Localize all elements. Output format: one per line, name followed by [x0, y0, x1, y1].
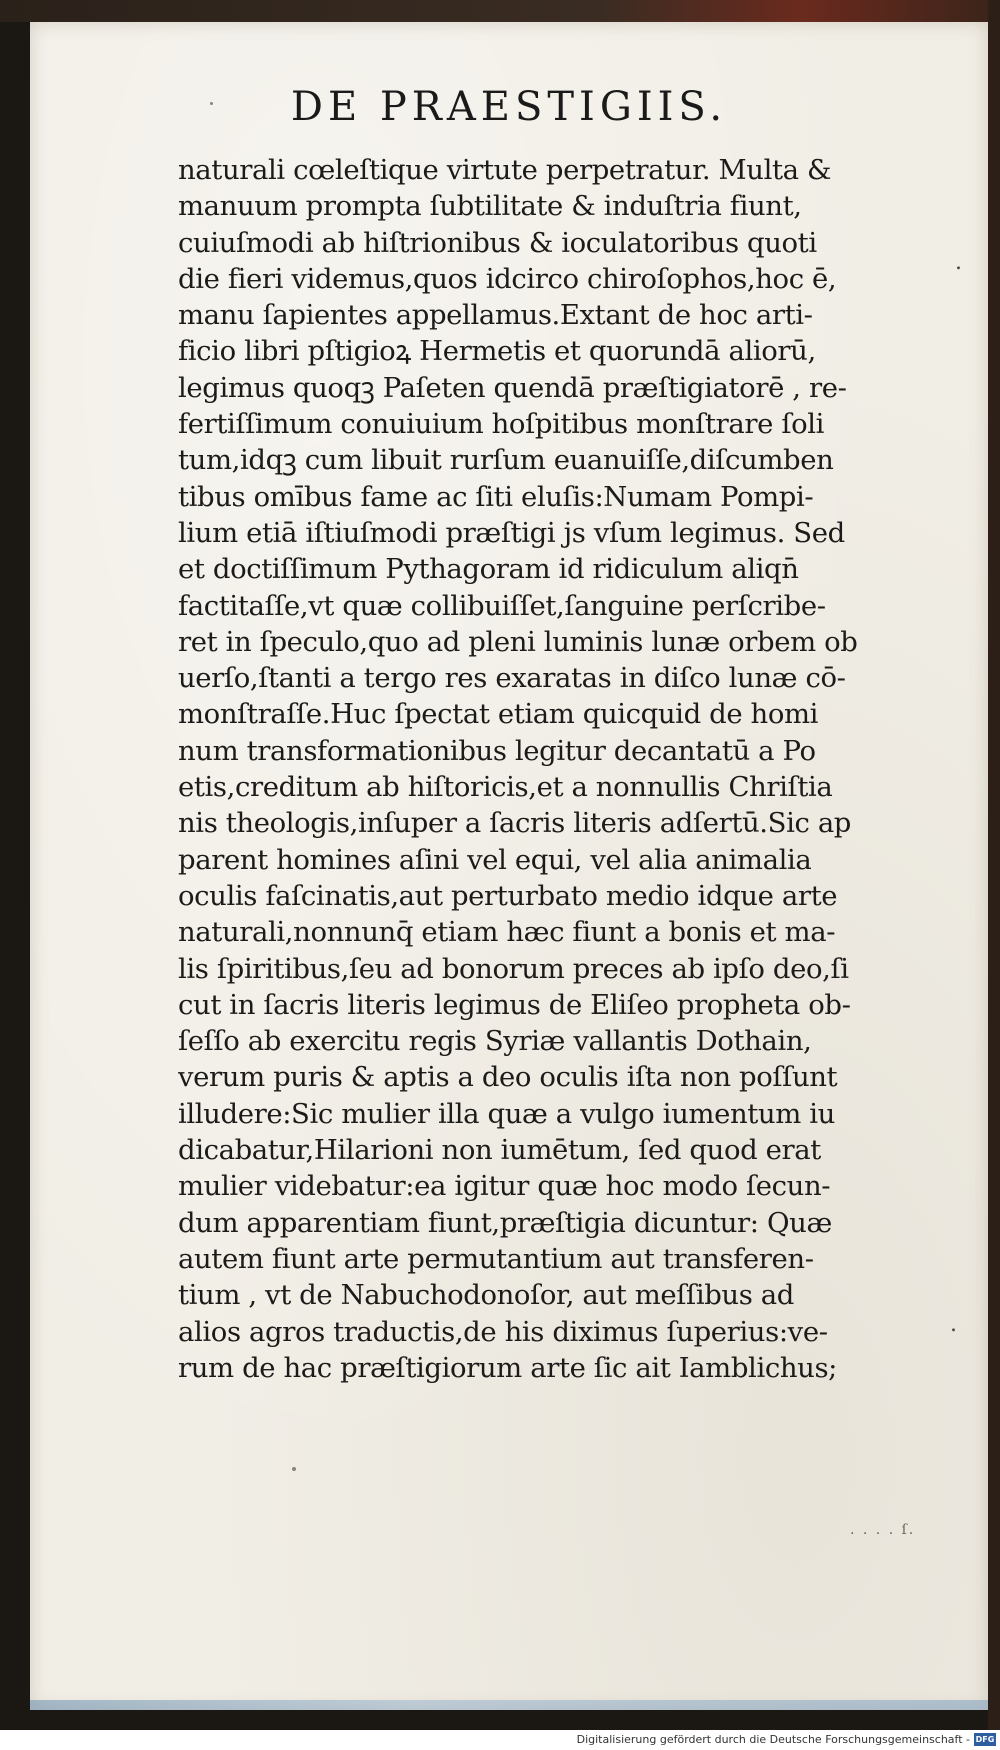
text-line: tium , vt de Nabuchodonoſor, aut meſſibus ad	[178, 1279, 794, 1312]
margin-mark: .	[955, 250, 962, 275]
text-line: nis theologis,inſuper a ſacris literis adſertū.Sic ap	[178, 807, 852, 840]
text-line: tibus omībus fame ac ſiti eluſis:Numam Pompi-	[178, 480, 814, 513]
text-line: oculis faſcinatis,aut perturbato medio idque arte	[178, 879, 838, 912]
text-line: dum apparentiam fiunt,præſtigia dicuntur: Quæ	[178, 1206, 832, 1239]
credit-text: Digitalisierung gefördert durch die Deutsche Forschungsgemeinschaft -	[576, 1733, 970, 1746]
page-body-text	[178, 152, 948, 1386]
text-line: legimus quoqꝫ Paſeten quendā præſtigiatorē , re-	[178, 371, 847, 404]
book-top-edge	[0, 0, 1000, 22]
text-line: num transformationibus legitur decantatū a Po	[178, 734, 816, 767]
text-line: et doctiſſimum Pythagoram id ridiculum aliqn̄	[178, 553, 799, 586]
book-right-edge	[988, 0, 1000, 1730]
text-line: tum,idqꝫ cum libuit rurſum euanuiſſe,diſcumben	[178, 444, 834, 477]
text-line: manu ſapientes appellamus.Extant de hoc arti-	[178, 299, 813, 332]
text-line: mulier videbatur:ea igitur quæ hoc modo ſecun-	[178, 1170, 831, 1203]
dfg-logo-icon: DFG	[975, 1735, 995, 1744]
text-line: ficio libri pſtigioꝝ Hermetis et quorundā aliorū,	[178, 335, 816, 368]
stray-ink-dot	[210, 102, 213, 105]
text-line: die fieri videmus,quos idcirco chiroſophos,hoc ē,	[178, 262, 837, 295]
text-line: alios agros traductis,de his diximus ſuperius:ve-	[178, 1315, 828, 1348]
text-line: rum de hac præſtigiorum arte ſic ait Iamblichus;	[178, 1351, 838, 1384]
text-line: cut in ſacris literis legimus de Eliſeo propheta ob-	[178, 988, 851, 1021]
text-line: fertiſſimum conuiuium hoſpitibus monſtrare ſoli	[178, 408, 825, 441]
text-line: monſtraſſe.Huc ſpectat etiam quicquid de homi	[178, 698, 819, 731]
credit-bar	[0, 1730, 1000, 1750]
text-line: ret in ſpeculo,quo ad pleni luminis lunæ orbem ob	[178, 625, 858, 658]
text-line: verum puris & aptis a deo oculis iſta non poſſunt	[178, 1061, 838, 1094]
text-line: ſeſſo ab exercitu regis Syriæ vallantis Dothain,	[178, 1025, 812, 1058]
running-head: DE PRAESTIGIIS.	[290, 84, 728, 130]
text-line: lis ſpiritibus,ſeu ad bonorum preces ab ipſo deo,ſi	[178, 952, 849, 985]
text-line: naturali,nonnunq̄ etiam hæc fiunt a bonis et ma-	[178, 916, 836, 949]
text-line: autem fiunt arte permutantium aut transferen-	[178, 1242, 814, 1275]
text-line: parent homines aſini vel equi, vel alia animalia	[178, 843, 812, 876]
margin-mark: .	[950, 1312, 957, 1337]
text-line: lium etiā iſtiuſmodi præſtigi js vſum legimus. Sed	[178, 516, 845, 549]
text-line: factitaſſe,vt quæ collibuiſſet,ſanguine perſcribe-	[178, 589, 826, 622]
book-page	[30, 22, 988, 1710]
page-bottom-edge	[30, 1700, 988, 1710]
stray-ink-dot	[292, 1467, 296, 1471]
text-line: uerſo,ſtanti a tergo res exaratas in diſco lunæ cō-	[178, 662, 846, 695]
text-line: etis,creditum ab hiſtoricis,et a nonnullis Chriſtia	[178, 771, 833, 804]
footer-marks: . . . . ſ.	[850, 1522, 916, 1538]
text-line: dicabatur,Hilarioni non iumētum, ſed quod erat	[178, 1134, 821, 1167]
text-line: cuiuſmodi ab hiſtrionibus & ioculatoribus quoti	[178, 226, 817, 259]
text-line: naturali cœleſtique virtute perpetratur. Multa &	[178, 154, 832, 186]
text-line: manuum prompta ſubtilitate & induſtria fiunt,	[178, 190, 802, 223]
text-line: illudere:Sic mulier illa quæ a vulgo iumentum iu	[178, 1097, 835, 1130]
